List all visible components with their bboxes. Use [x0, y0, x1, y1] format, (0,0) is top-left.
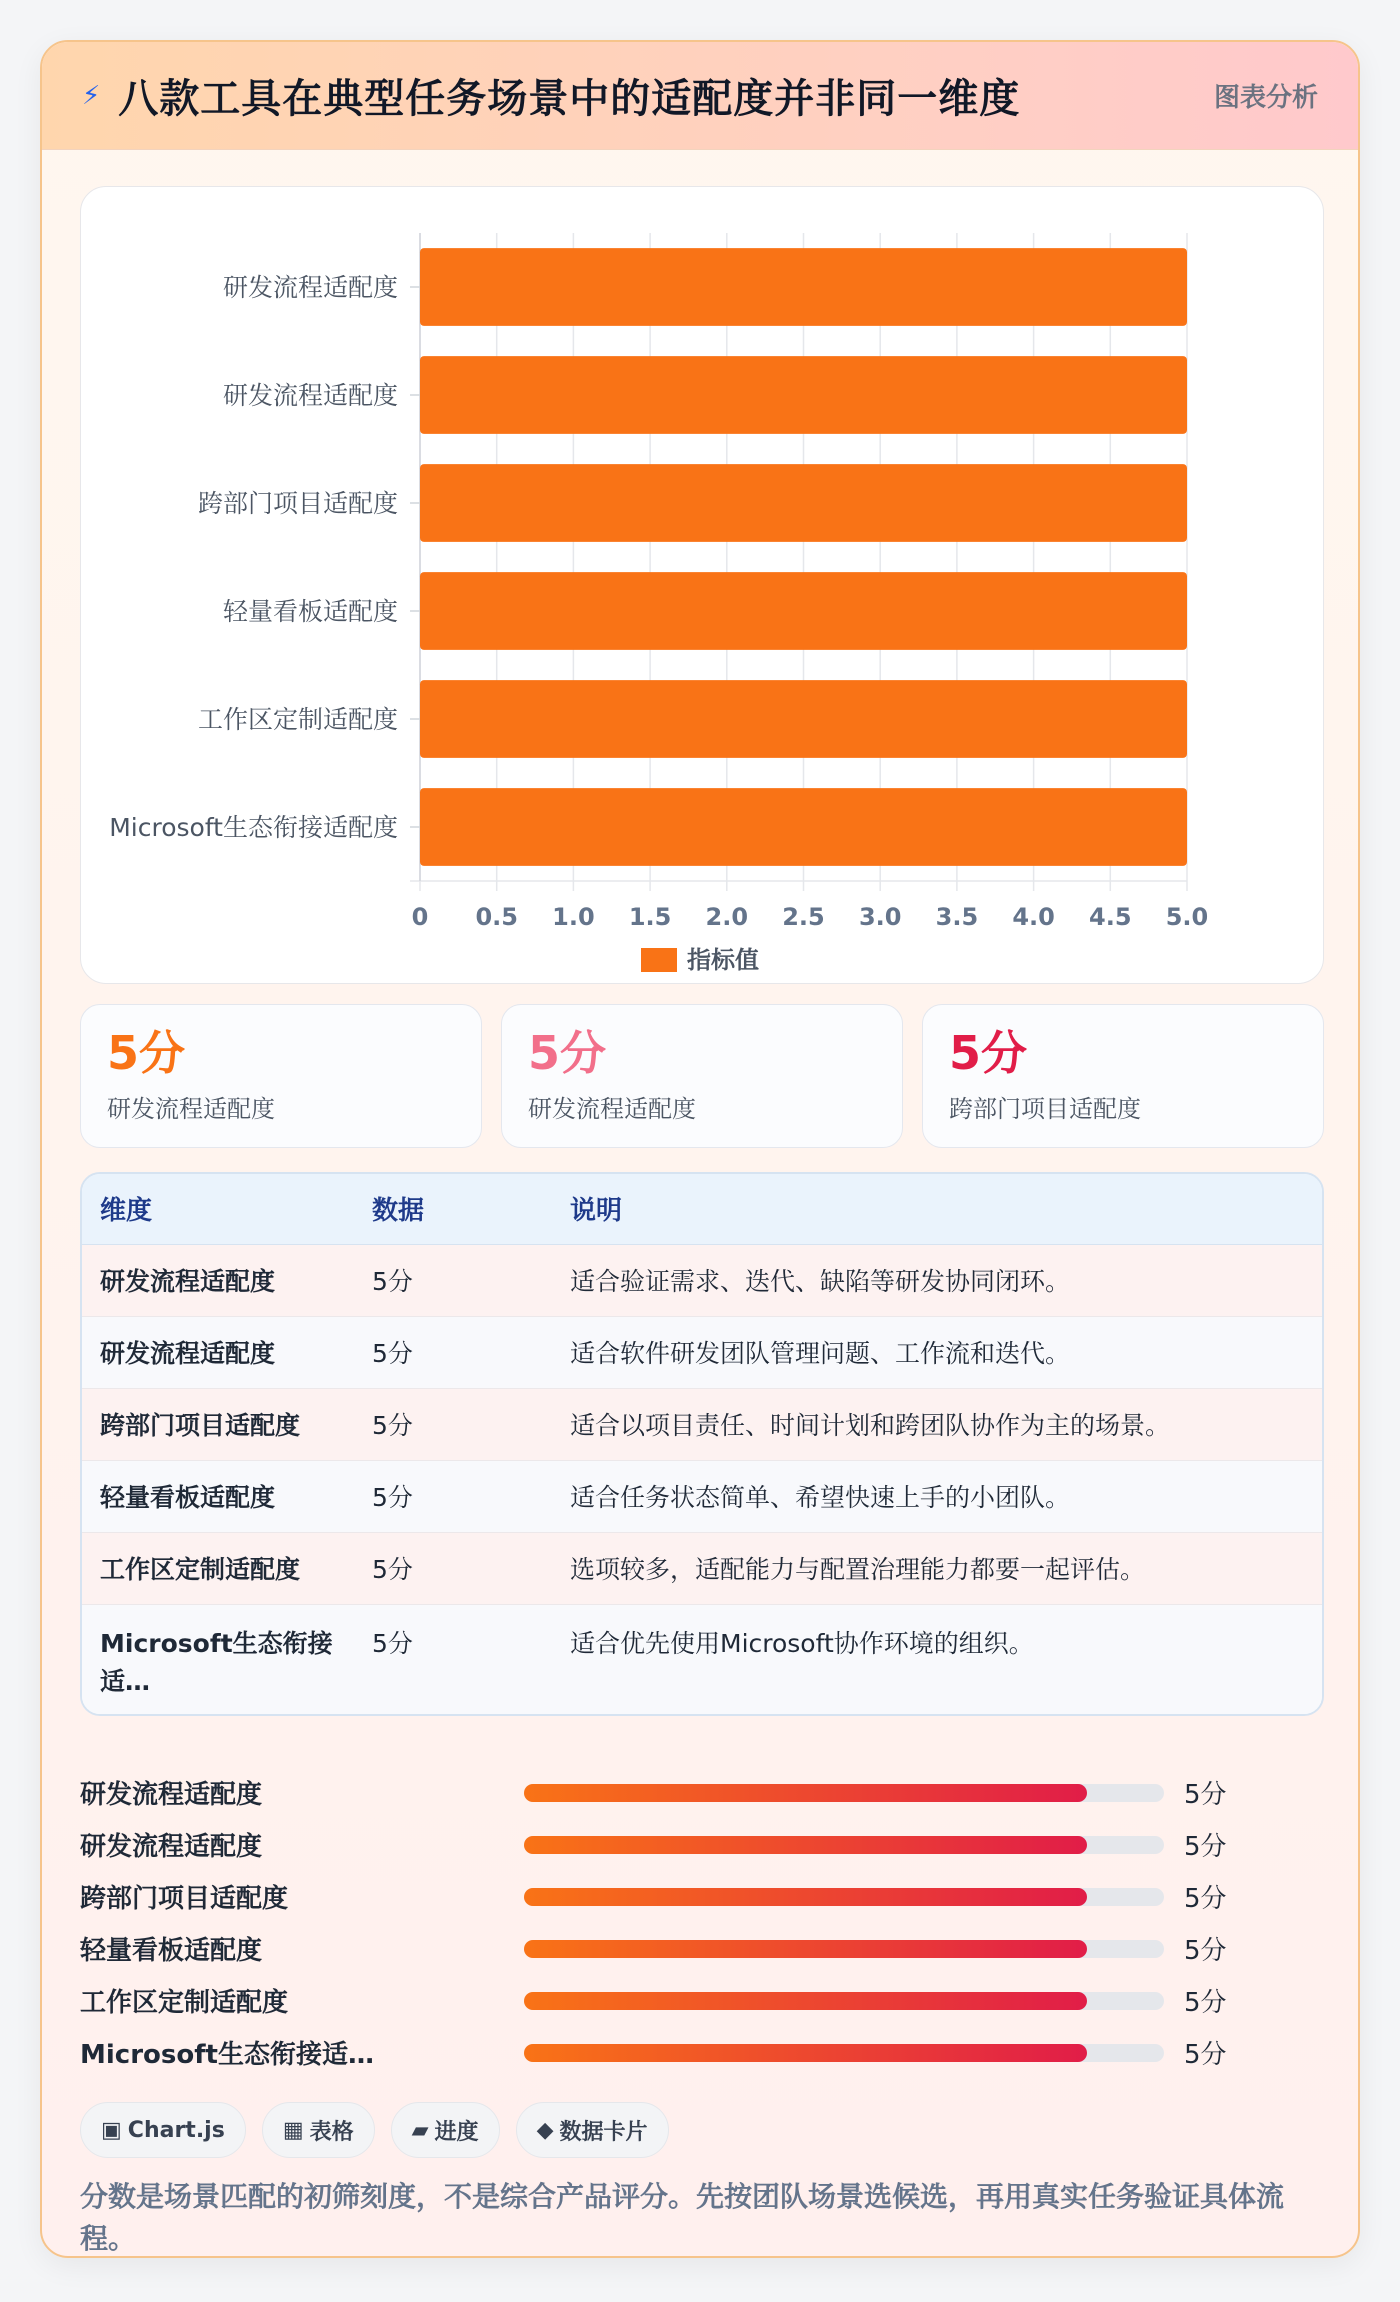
chip-data-card[interactable] — [516, 2102, 669, 2158]
col-header-data: 数据 — [354, 1174, 552, 1244]
x-tick-label: 1.5 — [628, 903, 672, 931]
progress-label: 工作区定制适配度 — [80, 1988, 289, 2018]
data-table — [80, 1172, 1324, 1716]
bar-chart — [81, 187, 1325, 985]
x-tick-label: 2.0 — [705, 903, 749, 931]
x-tick-label: 3.5 — [935, 903, 979, 931]
stat-card — [501, 1004, 903, 1148]
bar — [420, 680, 1187, 758]
progress-row — [80, 1818, 1324, 1870]
col-header-description: 说明 — [552, 1174, 1322, 1244]
bar — [420, 356, 1187, 434]
table-row — [82, 1604, 1322, 1714]
x-tick-label: 4.0 — [1012, 903, 1055, 931]
stat-value: 5分 — [528, 1026, 607, 1080]
progress-fill — [524, 1992, 1087, 2010]
x-tick-label: 0 — [411, 903, 429, 931]
x-tick-label: 4.5 — [1089, 903, 1132, 931]
x-tick-label: 5.0 — [1165, 903, 1209, 931]
bolt-icon: ⚡ — [82, 80, 101, 111]
y-tick-label: 研发流程适配度 — [222, 381, 398, 410]
y-tick-label: 跨部门项目适配度 — [197, 489, 398, 518]
bar-chart-panel — [80, 186, 1324, 984]
table-row — [82, 1460, 1322, 1532]
cell-description: 适合以项目责任、时间计划和跨团队协作为主的场景。 — [552, 1388, 1322, 1460]
bar — [420, 788, 1187, 866]
legend-swatch — [641, 948, 677, 972]
progress-label: 研发流程适配度 — [80, 1832, 263, 1862]
cell-dimension: 轻量看板适配度 — [82, 1460, 354, 1532]
stat-cards — [80, 1004, 1324, 1148]
progress-fill — [524, 1836, 1087, 1854]
chip-label: 表格 — [309, 2119, 354, 2145]
chip-progress[interactable] — [391, 2102, 500, 2158]
table-row — [82, 1244, 1322, 1316]
stat-value: 5分 — [949, 1026, 1028, 1080]
progress-fill — [524, 1784, 1087, 1802]
progress-fill — [524, 2044, 1087, 2062]
cell-dimension: 研发流程适配度 — [82, 1244, 354, 1316]
progress-row — [80, 2026, 1324, 2078]
progress-track — [524, 1888, 1164, 1906]
progress-value: 5分 — [1184, 1988, 1227, 2018]
x-tick-label: 2.5 — [782, 903, 825, 931]
cell-dimension: 研发流程适配度 — [82, 1316, 354, 1388]
bar — [420, 464, 1187, 542]
progress-label: 跨部门项目适配度 — [80, 1884, 289, 1914]
chart-analysis-tag: 图表分析 — [1213, 83, 1318, 113]
progress-track — [524, 1940, 1164, 1958]
x-tick-label: 1.0 — [552, 903, 595, 931]
cell-description: 适合软件研发团队管理问题、工作流和迭代。 — [552, 1316, 1322, 1388]
progress-row — [80, 1922, 1324, 1974]
progress-fill — [524, 1940, 1087, 1958]
x-tick-label: 3.0 — [858, 903, 902, 931]
bar — [420, 248, 1187, 326]
progress-value: 5分 — [1184, 1884, 1227, 1914]
progress-row — [80, 1974, 1324, 2026]
progress-icon: ▰ — [411, 2117, 429, 2143]
cell-data: 5分 — [354, 1460, 552, 1532]
chip-chartjs[interactable] — [80, 2102, 246, 2158]
y-tick-label: 研发流程适配度 — [222, 273, 398, 302]
table-row — [82, 1532, 1322, 1604]
table-icon: ▦ — [282, 2117, 304, 2143]
table-row — [82, 1316, 1322, 1388]
stat-value: 5分 — [107, 1026, 186, 1080]
progress-label: Microsoft生态衔接适… — [80, 2040, 374, 2070]
cell-data: 5分 — [354, 1244, 552, 1316]
chip-label: 进度 — [434, 2119, 479, 2145]
chip-label: Chart.js — [127, 2117, 225, 2143]
progress-value: 5分 — [1184, 2040, 1227, 2070]
progress-value: 5分 — [1184, 1832, 1227, 1862]
cell-dimension: Microsoft生态衔接适… — [82, 1604, 354, 1714]
card-title: 八款工具在典型任务场景中的适配度并非同一维度 — [118, 76, 1021, 122]
cell-dimension: 工作区定制适配度 — [82, 1532, 354, 1604]
bar — [420, 572, 1187, 650]
cell-description: 适合优先使用Microsoft协作环境的组织。 — [552, 1604, 1322, 1714]
stat-card — [922, 1004, 1324, 1148]
x-tick-label: 0.5 — [475, 903, 518, 931]
progress-track — [524, 2044, 1164, 2062]
stat-label: 研发流程适配度 — [528, 1095, 696, 1123]
progress-label: 研发流程适配度 — [80, 1780, 263, 1810]
cell-data: 5分 — [354, 1316, 552, 1388]
cell-description: 选项较多，适配能力与配置治理能力都要一起评估。 — [552, 1532, 1322, 1604]
diamond-icon: ◆ — [536, 2117, 554, 2143]
chart-icon: ▣ — [101, 2117, 122, 2143]
col-header-dimension: 维度 — [82, 1174, 354, 1244]
progress-row — [80, 1870, 1324, 1922]
cell-data: 5分 — [354, 1532, 552, 1604]
cell-description: 适合验证需求、迭代、缺陷等研发协同闭环。 — [552, 1244, 1322, 1316]
stat-label: 跨部门项目适配度 — [949, 1095, 1141, 1123]
progress-track — [524, 1784, 1164, 1802]
table-header-row — [82, 1174, 1322, 1244]
cell-data: 5分 — [354, 1604, 552, 1714]
cell-data: 5分 — [354, 1388, 552, 1460]
progress-label: 轻量看板适配度 — [80, 1936, 263, 1966]
chip-table[interactable] — [262, 2102, 375, 2158]
progress-value: 5分 — [1184, 1936, 1227, 1966]
progress-track — [524, 1992, 1164, 2010]
stat-label: 研发流程适配度 — [107, 1095, 275, 1123]
progress-fill — [524, 1888, 1087, 1906]
progress-value: 5分 — [1184, 1780, 1227, 1810]
cell-description: 适合任务状态简单、希望快速上手的小团队。 — [552, 1460, 1322, 1532]
table-row — [82, 1388, 1322, 1460]
y-tick-label: 工作区定制适配度 — [197, 705, 398, 734]
cell-dimension: 跨部门项目适配度 — [82, 1388, 354, 1460]
chip-label: 数据卡片 — [559, 2119, 648, 2145]
progress-track — [524, 1836, 1164, 1854]
card-header — [42, 42, 1358, 150]
progress-list — [80, 1766, 1324, 2078]
analysis-card — [40, 40, 1360, 2258]
progress-row — [80, 1766, 1324, 1818]
y-tick-label: Microsoft生态衔接适配度 — [109, 813, 398, 842]
legend-label: 指标值 — [687, 946, 759, 974]
tech-chips — [80, 2102, 669, 2158]
y-tick-label: 轻量看板适配度 — [222, 597, 398, 626]
footnote: 分数是场景匹配的初筛刻度，不是综合产品评分。先按团队场景选候选，再用真实任务验证具体流程。 — [80, 2180, 1285, 2255]
stat-card — [80, 1004, 482, 1148]
